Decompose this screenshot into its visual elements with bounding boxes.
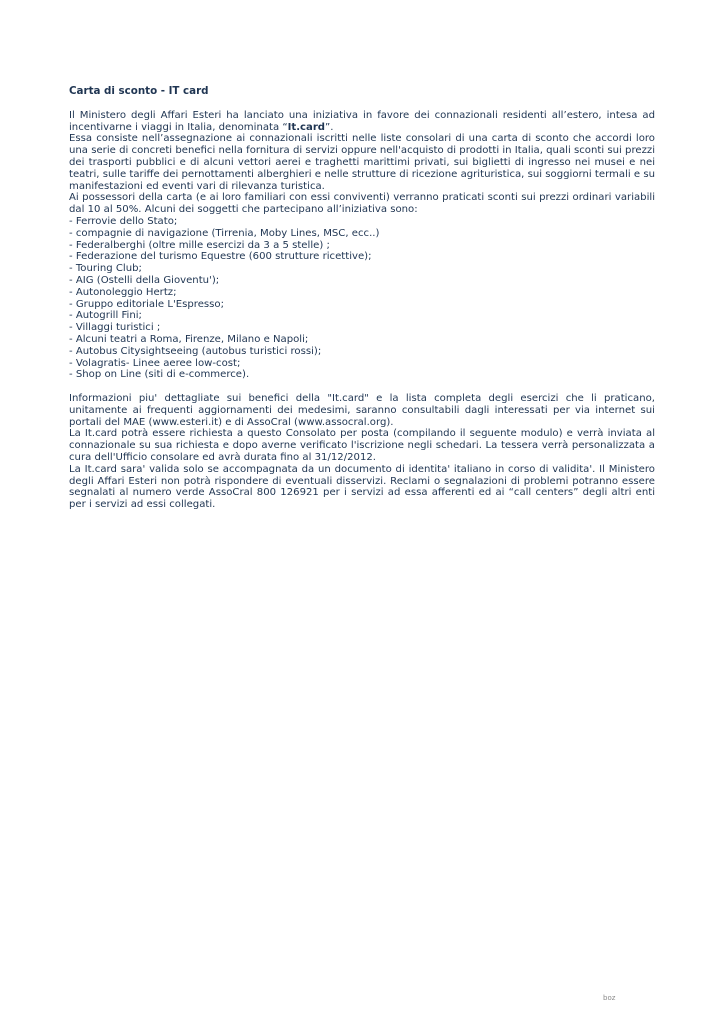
list-item: - Federalberghi (oltre mille esercizi da 3 a 5 stelle) ; xyxy=(69,239,330,251)
list-item: - Autonoleggio Hertz; xyxy=(69,286,177,298)
intro-paragraph xyxy=(69,110,655,134)
list-item: - Touring Club; xyxy=(69,263,142,275)
intro-text-end: ”. xyxy=(325,121,334,133)
list-item: - Federazione del turismo Equestre (600 strutture ricettive); xyxy=(69,251,372,263)
description-paragraph: Essa consiste nell’assegnazione ai connazionali iscritti nelle liste consolari di una carta di sconto che accordi loro una serie di concreti benefici nella fornitura di servizi oppure nell'acquisto di prodotti in Italia, quali sconti sui prezzi dei trasporti pubblici e di alcuni vettori aerei e traghetti marittimi privati, sui biglietti di ingresso nei musei e nei teatri, sulle tariffe dei pernottamenti alberghieri e nelle strutture di ricezione agrituristica, sui soggiorni termali e su manifestazioni ed eventi vari di rilevanza turistica. xyxy=(69,133,655,192)
list-item: - Shop on Line (siti di e-commerce). xyxy=(69,369,250,381)
list-item: - Ferrovie dello Stato; xyxy=(69,215,178,227)
info-paragraph: Informazioni piu' dettagliate sui benefici della "It.card" e la lista completa degli esercizi che li praticano, unitamente ai frequenti aggiornamenti dei medesimi, saranno consultabili dagli interessati per via internet sui portali del MAE (www.esteri.it) e di AssoCral (www.assocral.org). xyxy=(69,392,655,428)
intro-text: Il Ministero degli Affari Esteri ha lanciato una iniziativa in favore dei connazionali residenti all’estero, intesa ad incentivarne i viaggi in Italia, denominata “ xyxy=(69,109,655,133)
discount-paragraph: Ai possessori della carta (e ai loro familiari con essi conviventi) verranno praticati sconti sui prezzi ordinari variabili dal 10 al 50%. Alcuni dei soggetti che partecipano all’iniziativa sono: xyxy=(69,192,655,216)
request-paragraph: La It.card potrà essere richiesta a questo Consolato per posta (compilando il seguente modulo) e verrà inviata al connazionale su sua richiesta e dopo averne verificato l'iscrizione negli schedari. La tessera verrà personalizzata a cura dell'Ufficio consolare ed avrà durata fino al 31/12/2012. xyxy=(69,428,655,463)
list-item: - Autogrill Fini; xyxy=(69,310,142,322)
list-item: - Gruppo editoriale L'Espresso; xyxy=(69,298,225,310)
document-body xyxy=(69,86,655,511)
paragraph-spacer xyxy=(69,381,655,393)
footer-mark: boz xyxy=(603,994,616,1002)
list-item: - Volagratis- Linee aeree low-cost; xyxy=(69,357,241,369)
list-item: - Alcuni teatri a Roma, Firenze, Milano e Napoli; xyxy=(69,333,309,345)
validity-paragraph: La It.card sara' valida solo se accompagnata da un documento di identita' italiano in corso di validita'. Il Ministero degli Affari Esteri non potrà rispondere di eventuali disservizi. Reclami o segnalazioni di problemi potranno essere segnalati al numero verde AssoCral 800 126921 per i servizi ad essa afferenti ed ai “call centers” degli altri enti per i servizi ad essi collegati. xyxy=(69,463,655,511)
list-item: - compagnie di navigazione (Tirrenia, Moby Lines, MSC, ecc..) xyxy=(69,227,380,239)
document-title: Carta di sconto - IT card xyxy=(69,85,209,97)
it-card-name: It.card xyxy=(287,121,326,133)
partner-list xyxy=(69,216,655,381)
list-item: - AIG (Ostelli della Gioventu'); xyxy=(69,274,220,286)
list-item: - Villaggi turistici ; xyxy=(69,322,161,334)
list-item: - Autobus Citysightseeing (autobus turistici rossi); xyxy=(69,345,322,357)
